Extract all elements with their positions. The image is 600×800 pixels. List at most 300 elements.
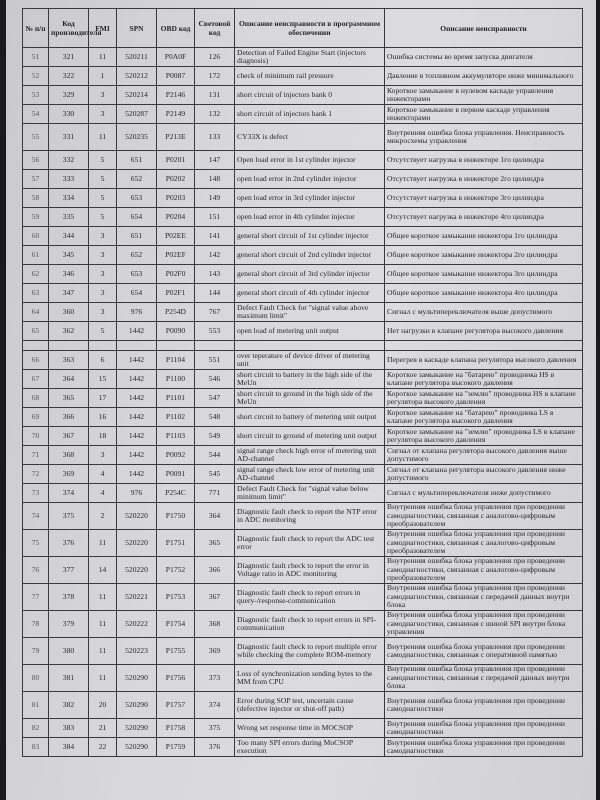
cell-desc-en: Diagnostic fault check to report the error in Voltage ratio in ADC monitoring — [235, 557, 385, 584]
cell-obd: P1101 — [157, 389, 195, 408]
cell-desc-ru: Внутренняя ошибка блока управления. Неисправность микросхемы управления — [385, 124, 583, 151]
table-row — [23, 530, 583, 557]
cell-code: 347 — [49, 284, 89, 303]
header-code: Код производителя — [49, 9, 89, 48]
cell-num: 57 — [23, 170, 49, 189]
cell-code: 332 — [49, 151, 89, 170]
table-row — [23, 48, 583, 67]
cell-obd: P0202 — [157, 170, 195, 189]
cell-obd: P1750 — [157, 503, 195, 530]
cell-desc-en: open load error in 3rd cylinder injector — [235, 189, 385, 208]
table-row — [23, 227, 583, 246]
cell-code: 381 — [49, 665, 89, 692]
cell-spn: 654 — [117, 208, 157, 227]
cell-spn: 520287 — [117, 105, 157, 124]
cell-fmi: 11 — [89, 584, 117, 611]
cell-obd: P1757 — [157, 692, 195, 719]
cell-desc-ru: Сигнал с мультипереключателя выше допустимого — [385, 303, 583, 322]
cell-desc-en: open load of metering unit output — [235, 322, 385, 341]
cell-desc-en: general short circuit of 2nd cylinder injector — [235, 246, 385, 265]
cell-desc-ru: Короткое замыкание на "землю" проводника HS в клапане регулятора высокого давления — [385, 389, 583, 408]
cell-code: 322 — [49, 67, 89, 86]
cell-fmi: 11 — [89, 124, 117, 151]
blank-cell — [385, 341, 583, 351]
cell-desc-en: general short circuit of 4th cylinder injector — [235, 284, 385, 303]
header-obd: OBD код — [157, 9, 195, 48]
cell-obd: P0201 — [157, 151, 195, 170]
cell-num: 79 — [23, 638, 49, 665]
cell-fmi: 11 — [89, 530, 117, 557]
cell-spn: 652 — [117, 246, 157, 265]
blank-cell — [23, 341, 49, 351]
cell-desc-ru: Короткое замыкание в первом каскаде управления инжекторами — [385, 105, 583, 124]
cell-code: 330 — [49, 105, 89, 124]
cell-spn: 520290 — [117, 665, 157, 692]
cell-desc-en: short circuit of injectors bank 0 — [235, 86, 385, 105]
cell-fmi: 6 — [89, 351, 117, 370]
cell-obd: P2146 — [157, 86, 195, 105]
cell-obd: P0203 — [157, 189, 195, 208]
cell-desc-en: short circuit of injectors bank 1 — [235, 105, 385, 124]
cell-code: 378 — [49, 584, 89, 611]
cell-light: 551 — [195, 351, 235, 370]
cell-fmi: 22 — [89, 738, 117, 757]
cell-spn: 520220 — [117, 530, 157, 557]
cell-num: 66 — [23, 351, 49, 370]
cell-desc-en: short circuit to ground of metering unit output — [235, 427, 385, 446]
cell-fmi: 3 — [89, 105, 117, 124]
cell-spn: 653 — [117, 265, 157, 284]
cell-light: 149 — [195, 189, 235, 208]
cell-obd: P1754 — [157, 611, 195, 638]
cell-spn: 653 — [117, 189, 157, 208]
blank-row — [23, 341, 583, 351]
cell-light: 546 — [195, 370, 235, 389]
cell-desc-en: Too many SPI errors during MoCSOP execution — [235, 738, 385, 757]
cell-desc-ru: Общее короткое замыкание инжектора 1го цилиндра — [385, 227, 583, 246]
cell-desc-en: Detection of Failed Engine Start (injectors diagnosis) — [235, 48, 385, 67]
table-row — [23, 124, 583, 151]
cell-desc-en: Open load error in 1st cylinder injector — [235, 151, 385, 170]
cell-light: 132 — [195, 105, 235, 124]
cell-code: 329 — [49, 86, 89, 105]
table-row — [23, 105, 583, 124]
cell-num: 80 — [23, 665, 49, 692]
cell-desc-ru: Общее короткое замыкание инжектора 2го цилиндра — [385, 246, 583, 265]
table-row — [23, 246, 583, 265]
cell-num: 83 — [23, 738, 49, 757]
cell-desc-en: Diagnostic fault check to report the ADC test error — [235, 530, 385, 557]
cell-code: 333 — [49, 170, 89, 189]
table-row — [23, 665, 583, 692]
blank-cell — [235, 341, 385, 351]
cell-light: 147 — [195, 151, 235, 170]
cell-light: 143 — [195, 265, 235, 284]
table-row — [23, 408, 583, 427]
cell-desc-ru: Внутренняя ошибка блока управления при проведении самодиагностики, связанная с шиной SPI внутри блока управления — [385, 611, 583, 638]
cell-fmi: 2 — [89, 503, 117, 530]
cell-fmi: 5 — [89, 170, 117, 189]
header-light: Световой код — [195, 9, 235, 48]
cell-light: 366 — [195, 557, 235, 584]
cell-spn: 520221 — [117, 584, 157, 611]
cell-spn: 520212 — [117, 67, 157, 86]
cell-obd: P1756 — [157, 665, 195, 692]
cell-obd: P1759 — [157, 738, 195, 757]
table-row — [23, 170, 583, 189]
blank-cell — [157, 341, 195, 351]
cell-fmi: 4 — [89, 484, 117, 503]
table-header-row — [23, 9, 583, 48]
cell-desc-ru: Сигнал от клапана регулятора высокого давления ниже допустимого — [385, 465, 583, 484]
cell-desc-ru: Внутренняя ошибка блока управления при проведении самодиагностики — [385, 692, 583, 719]
cell-spn: 520222 — [117, 611, 157, 638]
cell-light: 373 — [195, 665, 235, 692]
cell-fmi: 14 — [89, 557, 117, 584]
cell-num: 52 — [23, 67, 49, 86]
cell-desc-en: Defect Fault Check for "signal value above maximum limit" — [235, 303, 385, 322]
table-row — [23, 692, 583, 719]
cell-code: 345 — [49, 246, 89, 265]
cell-fmi: 5 — [89, 322, 117, 341]
table-row — [23, 370, 583, 389]
cell-num: 78 — [23, 611, 49, 638]
cell-desc-ru: Короткое замыкание на "батарею" проводника LS в клапане регулятора высокого давления — [385, 408, 583, 427]
cell-desc-en: Wrong set response time in MOCSOP — [235, 719, 385, 738]
cell-num: 72 — [23, 465, 49, 484]
cell-num: 63 — [23, 284, 49, 303]
cell-light: 548 — [195, 408, 235, 427]
cell-num: 55 — [23, 124, 49, 151]
cell-code: 377 — [49, 557, 89, 584]
cell-num: 74 — [23, 503, 49, 530]
cell-code: 382 — [49, 692, 89, 719]
header-desc-en: Описание неисправности в программном обеспечении — [235, 9, 385, 48]
cell-obd: P213E — [157, 124, 195, 151]
header-fmi: FMI — [89, 9, 117, 48]
cell-code: 375 — [49, 503, 89, 530]
cell-obd: P1753 — [157, 584, 195, 611]
table-row — [23, 389, 583, 408]
cell-desc-ru: Отсутствует нагрузка в инжекторе 2го цилиндра — [385, 170, 583, 189]
cell-spn: 520290 — [117, 719, 157, 738]
cell-num: 73 — [23, 484, 49, 503]
table-row — [23, 611, 583, 638]
cell-code: 376 — [49, 530, 89, 557]
header-num: № п/п — [23, 9, 49, 48]
table-row — [23, 189, 583, 208]
cell-desc-en: short circuit to battery of metering unit output — [235, 408, 385, 427]
blank-cell — [117, 341, 157, 351]
cell-code: 363 — [49, 351, 89, 370]
cell-desc-en: general short circuit of 1st cylinder injector — [235, 227, 385, 246]
cell-num: 62 — [23, 265, 49, 284]
cell-light: 172 — [195, 67, 235, 86]
cell-spn: 520235 — [117, 124, 157, 151]
cell-num: 53 — [23, 86, 49, 105]
cell-desc-en: Defect Fault Check for "signal value below minimum limit" — [235, 484, 385, 503]
cell-fmi: 3 — [89, 446, 117, 465]
table-row — [23, 484, 583, 503]
cell-num: 70 — [23, 427, 49, 446]
cell-light: 549 — [195, 427, 235, 446]
cell-spn: 520290 — [117, 738, 157, 757]
cell-desc-en: Diagnostic fault check to report multiple error while checking the complete ROM-memory — [235, 638, 385, 665]
cell-light: 374 — [195, 692, 235, 719]
cell-desc-ru: Сигнал от клапана регулятора высокого давления выше допустимого — [385, 446, 583, 465]
cell-num: 82 — [23, 719, 49, 738]
cell-desc-ru: Внутренняя ошибка блока управления при проведении самодиагностики, связанная с аналогово-цифровым преобразователем — [385, 530, 583, 557]
cell-light: 126 — [195, 48, 235, 67]
cell-desc-ru: Короткое замыкание на "батарею" проводника HS в клапане регулятора высокого давления — [385, 370, 583, 389]
cell-light: 767 — [195, 303, 235, 322]
cell-obd: P2149 — [157, 105, 195, 124]
table-row — [23, 557, 583, 584]
cell-code: 362 — [49, 322, 89, 341]
cell-light: 553 — [195, 322, 235, 341]
cell-num: 54 — [23, 105, 49, 124]
cell-fmi: 4 — [89, 465, 117, 484]
cell-num: 67 — [23, 370, 49, 389]
cell-light: 142 — [195, 246, 235, 265]
cell-desc-ru: Отсутствует нагрузка в инжекторе 3го цилиндра — [385, 189, 583, 208]
cell-num: 64 — [23, 303, 49, 322]
cell-desc-en: open load error in 4th cylinder injector — [235, 208, 385, 227]
table-row — [23, 351, 583, 370]
cell-fmi: 17 — [89, 389, 117, 408]
cell-desc-en: Diagnostic fault check to report errors in SPI-communication — [235, 611, 385, 638]
cell-num: 77 — [23, 584, 49, 611]
cell-fmi: 1 — [89, 67, 117, 86]
cell-fmi: 20 — [89, 692, 117, 719]
cell-light: 151 — [195, 208, 235, 227]
cell-code: 365 — [49, 389, 89, 408]
cell-spn: 976 — [117, 484, 157, 503]
cell-code: 379 — [49, 611, 89, 638]
cell-light: 771 — [195, 484, 235, 503]
cell-spn: 1442 — [117, 370, 157, 389]
cell-desc-ru: Общее короткое замыкание инжектора 3го цилиндра — [385, 265, 583, 284]
cell-obd: P02EF — [157, 246, 195, 265]
cell-spn: 520214 — [117, 86, 157, 105]
cell-desc-ru: Нет нагрузки в клапане регулятора высокого давления — [385, 322, 583, 341]
cell-desc-ru: Сигнал с мультипереключателя ниже допустимого — [385, 484, 583, 503]
cell-desc-en: CY33X is defect — [235, 124, 385, 151]
cell-code: 369 — [49, 465, 89, 484]
cell-desc-en: open load error in 2nd cylinder injector — [235, 170, 385, 189]
cell-light: 131 — [195, 86, 235, 105]
cell-spn: 520223 — [117, 638, 157, 665]
header-desc-ru: Описание неисправности — [385, 9, 583, 48]
cell-desc-ru: Перегрев в каскаде клапана регулятора высокого давления — [385, 351, 583, 370]
cell-obd: P0A0F — [157, 48, 195, 67]
cell-code: 374 — [49, 484, 89, 503]
cell-desc-ru: Отсутствует нагрузка в инжекторе 4го цилиндра — [385, 208, 583, 227]
cell-fmi: 11 — [89, 638, 117, 665]
cell-desc-en: Diagnostic fault check to report errors in query-/response-communication — [235, 584, 385, 611]
cell-desc-ru: Внутренняя ошибка блока управления при проведении самодиагностики, связанная с аналогово-цифровым преобразователем — [385, 503, 583, 530]
table-row — [23, 446, 583, 465]
cell-code: 366 — [49, 408, 89, 427]
cell-desc-en: short circuit to ground in the high side of the MeUn — [235, 389, 385, 408]
table-row — [23, 503, 583, 530]
cell-code: 344 — [49, 227, 89, 246]
table-row — [23, 284, 583, 303]
cell-fmi: 3 — [89, 227, 117, 246]
cell-spn: 520290 — [117, 692, 157, 719]
cell-code: 384 — [49, 738, 89, 757]
cell-obd: P1102 — [157, 408, 195, 427]
cell-obd: P1100 — [157, 370, 195, 389]
cell-fmi: 21 — [89, 719, 117, 738]
cell-spn: 1442 — [117, 427, 157, 446]
cell-fmi: 5 — [89, 189, 117, 208]
cell-light: 364 — [195, 503, 235, 530]
cell-light: 367 — [195, 584, 235, 611]
cell-code: 321 — [49, 48, 89, 67]
cell-obd: P1751 — [157, 530, 195, 557]
cell-fmi: 3 — [89, 86, 117, 105]
cell-fmi: 3 — [89, 284, 117, 303]
cell-num: 61 — [23, 246, 49, 265]
cell-desc-en: Diagnostic fault check to report the NTP error in ADC monitoring — [235, 503, 385, 530]
cell-light: 547 — [195, 389, 235, 408]
cell-light: 375 — [195, 719, 235, 738]
fault-code-table — [22, 8, 583, 757]
cell-light: 141 — [195, 227, 235, 246]
cell-fmi: 11 — [89, 48, 117, 67]
cell-desc-ru: Давление в топливном аккумуляторе ниже минимального — [385, 67, 583, 86]
cell-desc-ru: Общее короткое замыкание инжектора 4го цилиндра — [385, 284, 583, 303]
cell-num: 68 — [23, 389, 49, 408]
cell-num: 58 — [23, 189, 49, 208]
table-row — [23, 86, 583, 105]
cell-num: 60 — [23, 227, 49, 246]
cell-code: 368 — [49, 446, 89, 465]
table-row — [23, 151, 583, 170]
cell-desc-en: Error during SOP test, uncertain cause (defective injector or shut-off path) — [235, 692, 385, 719]
cell-fmi: 11 — [89, 665, 117, 692]
cell-desc-en: short circuit to battery in the high side of the MeUn — [235, 370, 385, 389]
cell-fmi: 18 — [89, 427, 117, 446]
cell-obd: P1755 — [157, 638, 195, 665]
cell-light: 365 — [195, 530, 235, 557]
cell-desc-ru: Внутренняя ошибка блока управления при проведении самодиагностики, связанная с передачей данных внутри блока — [385, 665, 583, 692]
cell-fmi: 3 — [89, 303, 117, 322]
cell-code: 360 — [49, 303, 89, 322]
cell-code: 346 — [49, 265, 89, 284]
cell-spn: 976 — [117, 303, 157, 322]
table-row — [23, 67, 583, 86]
cell-light: 144 — [195, 284, 235, 303]
blank-cell — [89, 341, 117, 351]
cell-desc-en: Loss of synchronization sending bytes to the MM from CPU — [235, 665, 385, 692]
table-row — [23, 265, 583, 284]
cell-fmi: 5 — [89, 208, 117, 227]
cell-obd: P1752 — [157, 557, 195, 584]
cell-num: 76 — [23, 557, 49, 584]
cell-desc-en: signal range check low error of metering unit AD-channel — [235, 465, 385, 484]
table-row — [23, 208, 583, 227]
cell-light: 368 — [195, 611, 235, 638]
cell-spn: 652 — [117, 170, 157, 189]
cell-spn: 520211 — [117, 48, 157, 67]
cell-desc-en: signal range check high error of metering unit AD-channel — [235, 446, 385, 465]
cell-spn: 1442 — [117, 389, 157, 408]
cell-code: 367 — [49, 427, 89, 446]
cell-spn: 1442 — [117, 408, 157, 427]
cell-obd: P1103 — [157, 427, 195, 446]
cell-num: 51 — [23, 48, 49, 67]
cell-desc-ru: Внутренняя ошибка блока управления при проведении самодиагностики, связанная с оперативной памятью — [385, 638, 583, 665]
cell-spn: 520220 — [117, 557, 157, 584]
table-row — [23, 303, 583, 322]
table-row — [23, 584, 583, 611]
cell-spn: 1442 — [117, 465, 157, 484]
cell-code: 364 — [49, 370, 89, 389]
cell-obd: P0087 — [157, 67, 195, 86]
cell-desc-en: over teperature of device driver of metering unit — [235, 351, 385, 370]
cell-obd: P0204 — [157, 208, 195, 227]
cell-code: 334 — [49, 189, 89, 208]
cell-code: 331 — [49, 124, 89, 151]
table-row — [23, 322, 583, 341]
cell-desc-ru: Внутренняя ошибка блока управления при проведении самодиагностики, связанная с аналогово-цифровым преобразователем — [385, 557, 583, 584]
cell-spn: 651 — [117, 151, 157, 170]
cell-code: 380 — [49, 638, 89, 665]
table-row — [23, 738, 583, 757]
cell-desc-ru: Короткое замыкание в нулевом каскаде управления инжекторами — [385, 86, 583, 105]
cell-spn: 654 — [117, 284, 157, 303]
cell-obd: P254C — [157, 484, 195, 503]
document-page — [6, 0, 596, 800]
cell-obd: P1104 — [157, 351, 195, 370]
cell-light: 133 — [195, 124, 235, 151]
cell-fmi: 3 — [89, 246, 117, 265]
cell-light: 545 — [195, 465, 235, 484]
cell-fmi: 16 — [89, 408, 117, 427]
table-row — [23, 638, 583, 665]
cell-desc-ru: Отсутствует нагрузка в инжекторе 1го цилиндра — [385, 151, 583, 170]
cell-num: 69 — [23, 408, 49, 427]
header-spn: SPN — [117, 9, 157, 48]
cell-desc-ru: Внутренняя ошибка блока управления при проведении самодиагностики — [385, 719, 583, 738]
cell-num: 59 — [23, 208, 49, 227]
cell-num: 65 — [23, 322, 49, 341]
cell-light: 369 — [195, 638, 235, 665]
blank-cell — [195, 341, 235, 351]
cell-spn: 651 — [117, 227, 157, 246]
cell-fmi: 15 — [89, 370, 117, 389]
cell-light: 148 — [195, 170, 235, 189]
cell-desc-ru: Ошибка системы во время запуска двигателя — [385, 48, 583, 67]
cell-light: 544 — [195, 446, 235, 465]
cell-light: 376 — [195, 738, 235, 757]
cell-fmi: 3 — [89, 265, 117, 284]
cell-code: 335 — [49, 208, 89, 227]
cell-desc-en: check of minimum rail pressure — [235, 67, 385, 86]
table-row — [23, 427, 583, 446]
cell-fmi: 11 — [89, 611, 117, 638]
cell-num: 56 — [23, 151, 49, 170]
cell-spn: 520220 — [117, 503, 157, 530]
cell-desc-ru: Внутренняя ошибка блока управления при проведении самодиагностики, связанная с передачей данных внутри блока — [385, 584, 583, 611]
table-row — [23, 465, 583, 484]
cell-obd: P254D — [157, 303, 195, 322]
cell-obd: P02F1 — [157, 284, 195, 303]
blank-cell — [49, 341, 89, 351]
cell-obd: P1758 — [157, 719, 195, 738]
